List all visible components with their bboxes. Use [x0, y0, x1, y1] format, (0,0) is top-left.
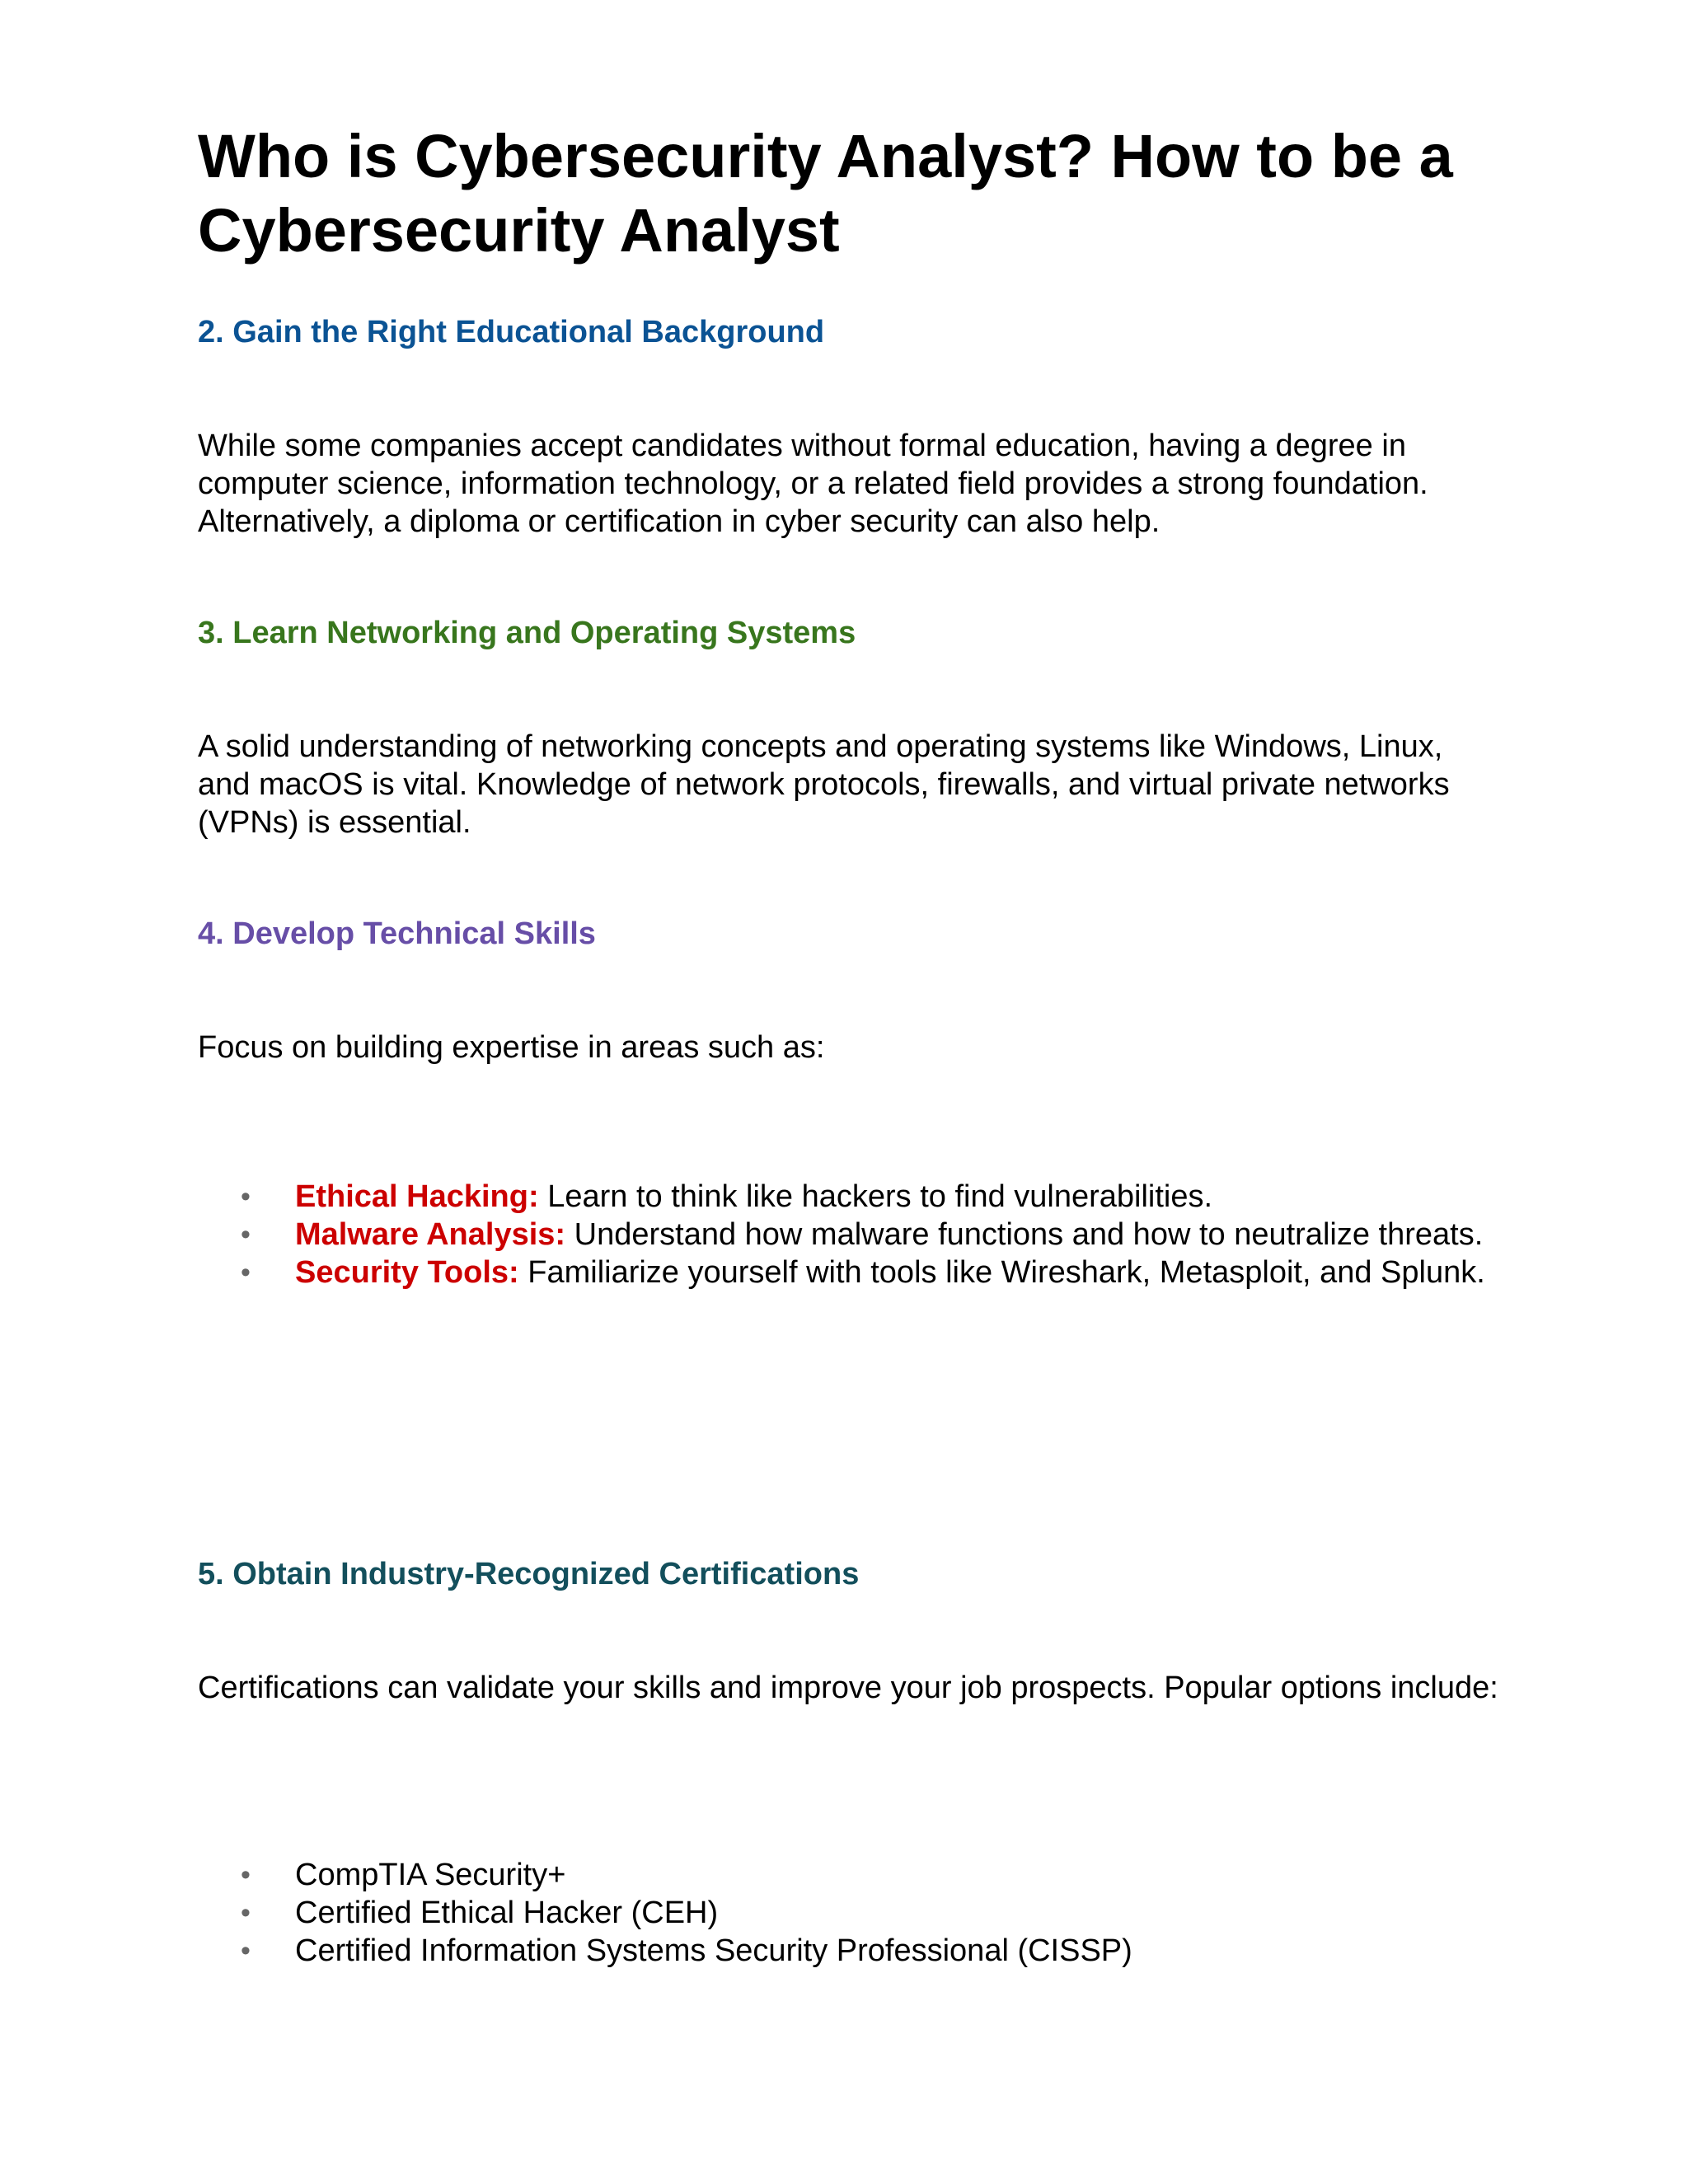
technical-skills-list	[198, 1178, 1500, 1291]
section-paragraph-technical-skills: Focus on building expertise in areas such as:	[198, 1030, 825, 1065]
list-item-text: Understand how malware functions and how to neutralize threats.	[565, 1217, 1484, 1252]
section-heading-networking: 3. Learn Networking and Operating Systems	[198, 616, 856, 650]
list-item-term: Ethical Hacking:	[295, 1179, 539, 1214]
list-item-text: Certified Information Systems Security Professional (CISSP)	[295, 1933, 1132, 1968]
bullet-icon: •	[241, 1897, 251, 1929]
list-item-text: CompTIA Security+	[295, 1858, 566, 1892]
section-paragraph-certifications: Certifications can validate your skills and improve your job prospects. Popular options include:	[198, 1671, 1498, 1705]
section-heading-education: 2. Gain the Right Educational Background	[198, 315, 825, 349]
list-item-text: Learn to think like hackers to find vulnerabilities.	[538, 1179, 1213, 1214]
list-item	[198, 1932, 1500, 1970]
section-paragraph-networking: A solid understanding of networking concepts and operating systems like Windows, Linux, and macOS is vital. Knowledge of network protocols, firewalls, and virtual private networks (VPNs) is essential.	[198, 729, 1450, 840]
page-title: Who is Cybersecurity Analyst? How to be a Cybersecurity Analyst	[198, 122, 1453, 265]
list-item	[198, 1216, 1500, 1254]
certifications-list	[198, 1856, 1500, 1970]
list-item-text: Familiarize yourself with tools like Wireshark, Metasploit, and Splunk.	[518, 1255, 1485, 1290]
bullet-icon: •	[241, 1859, 251, 1891]
list-item-term: Malware Analysis:	[295, 1217, 566, 1252]
list-item	[198, 1178, 1500, 1216]
list-item	[198, 1856, 1500, 1894]
bullet-icon: •	[241, 1181, 251, 1212]
bullet-icon: •	[241, 1219, 251, 1250]
section-heading-certifications: 5. Obtain Industry-Recognized Certifications	[198, 1557, 860, 1591]
list-item-text: Certified Ethical Hacker (CEH)	[295, 1896, 719, 1930]
list-item-term: Security Tools:	[295, 1255, 519, 1290]
bullet-icon: •	[241, 1257, 251, 1288]
section-heading-technical-skills: 4. Develop Technical Skills	[198, 916, 596, 951]
bullet-icon: •	[241, 1935, 251, 1966]
list-item	[198, 1894, 1500, 1932]
list-item	[198, 1254, 1500, 1291]
section-paragraph-education: While some companies accept candidates without formal education, having a degree in computer science, information technology, or a related field provides a strong foundation. Alternatively, a diploma or certification in cyber security can also help.	[198, 429, 1428, 539]
